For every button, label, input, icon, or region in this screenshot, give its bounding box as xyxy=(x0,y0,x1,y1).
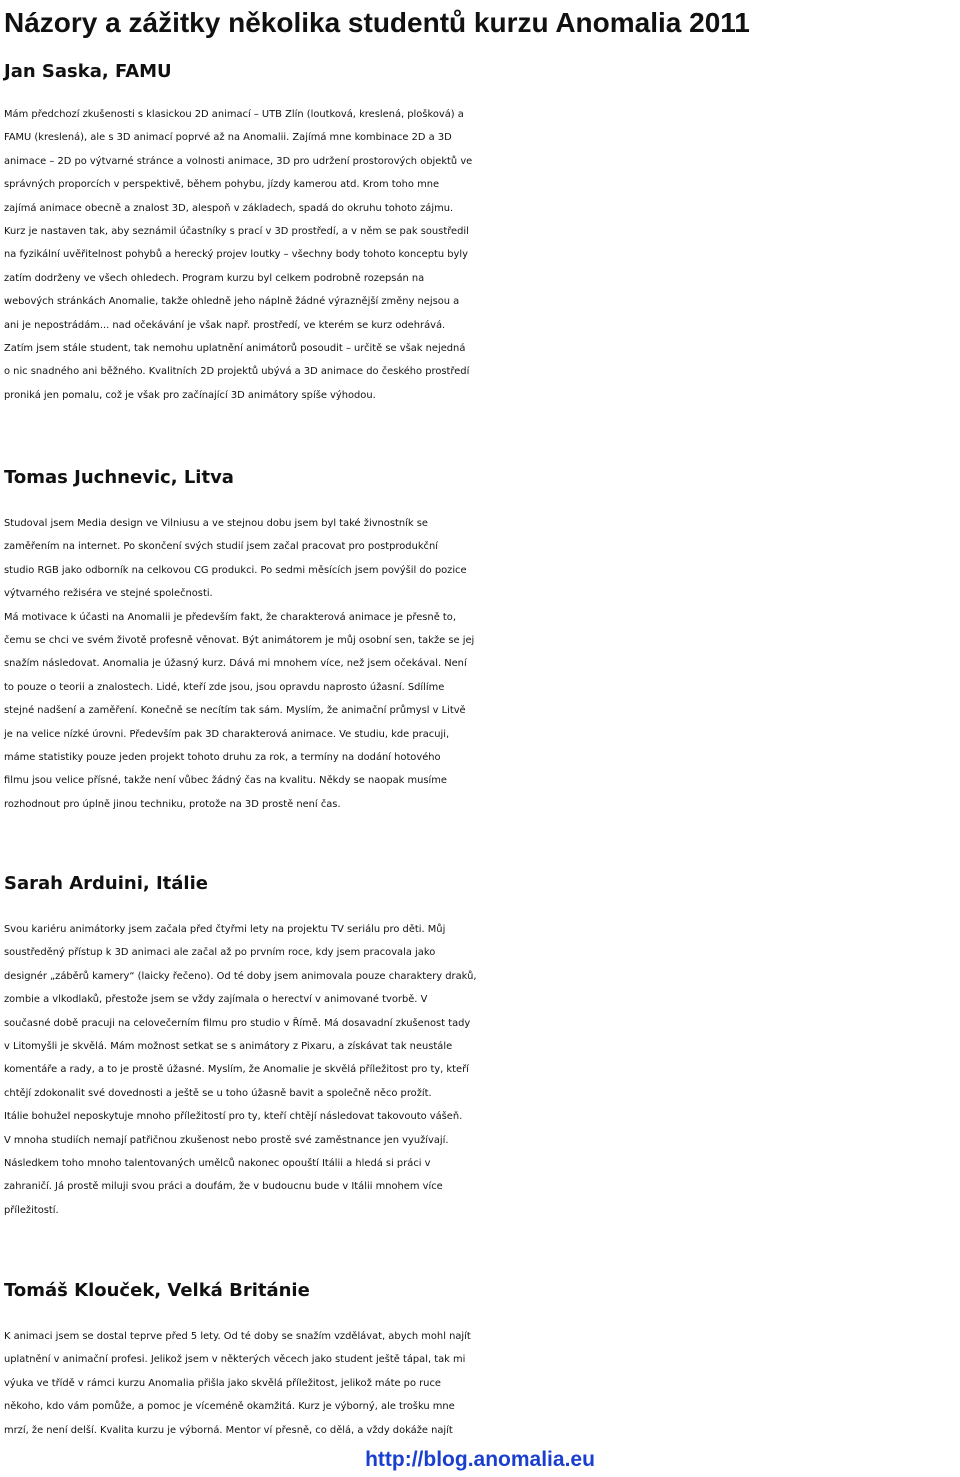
text-line: snažím následovat. Anomalia je úžasný kurz. Dává mi mnohem více, než jsem očekával. Není xyxy=(4,658,467,670)
text-line: webových stránkách Anomalie, takže ohledně jeho náplně žádné výraznější změny nejsou a xyxy=(4,296,460,308)
section-paragraph-sarah-arduini xyxy=(4,918,959,1222)
text-line: čemu se chci ve svém životě profesně věnovat. Být animátorem je můj osobní sen, takže se jej xyxy=(4,635,475,647)
text-line: komentáře a rady, a to je prostě úžasné. Myslím, že Anomalie je skvělá příležitost pro ty, kteří xyxy=(4,1064,469,1076)
text-line: Svou kariéru animátorky jsem začala před čtyřmi lety na projektu TV seriálu pro děti. Můj xyxy=(4,924,446,935)
footer-blog-link[interactable]: http://blog.anomalia.eu xyxy=(365,1448,595,1471)
text-line: uplatnění v animační profesi. Jelikož jsem v některých věcech jako student ještě tápal, tak mi xyxy=(4,1354,466,1366)
text-line: chtějí zdokonalit své dovednosti a ještě se u toho úžasně bavit a společně něco prožít. xyxy=(4,1087,432,1099)
text-line: o nic snadného ani běžného. Kvalitních 2D projektů ubývá a 3D animace do českého prostředí xyxy=(4,366,470,378)
text-line: to pouze o teorii a znalostech. Lidé, kteří zde jsou, jsou opravdu naprosto úžasní. Sdílíme xyxy=(4,681,445,693)
text-line: filmu jsou velice přísné, takže není vůbec žádný čas na kvalitu. Někdy se naopak musíme xyxy=(4,775,447,787)
section-heading-tomas-juchnevic: Tomas Juchnevic, Litva xyxy=(4,467,234,488)
text-line: máme statistiky pouze jeden projekt tohoto druhu za rok, a termíny na dodání hotového xyxy=(4,752,441,764)
text-line: zatím dodrženy ve všech ohledech. Program kurzu byl celkem podrobně rozepsán na xyxy=(4,272,425,284)
text-line: mrzí, že není delší. Kvalita kurzu je výborná. Mentor ví přesně, co dělá, a vždy dokáže najít xyxy=(4,1424,453,1436)
text-line: výtvarného režiséra ve stejné společnosti. xyxy=(4,588,213,600)
text-line: výuka ve třídě v rámci kurzu Anomalia přišla jako skvělá příležitost, jelikož máte po ruce xyxy=(4,1377,441,1389)
text-line: na fyzikální uvěřitelnost pohybů a herecký projev loutky – všechny body tohoto konceptu byly xyxy=(4,249,468,261)
text-line: Má motivace k účasti na Anomalii je především fakt, že charakterová animace je přesně to, xyxy=(4,611,456,623)
text-line: K animaci jsem se dostal teprve před 5 lety. Od té doby se snažím vzdělávat, abych mohl najít xyxy=(4,1331,471,1342)
text-line: je na velice nízké úrovni. Především pak 3D charakterová animace. Ve studiu, kde pracuji, xyxy=(4,728,450,740)
text-line: designér „záběrů kamery“ (laicky řečeno). Od té doby jsem animovala pouze charaktery draků, xyxy=(4,970,477,982)
text-line: někoho, kdo vám pomůže, a pomoc je víceméně okamžitá. Kurz je výborný, ale trošku mne xyxy=(4,1401,455,1413)
text-line: ani je nepostrádám... nad očekávání je však např. prostředí, ve kterém se kurz odehrává. xyxy=(4,319,446,331)
text-line: V mnoha studiích nemají patřičnou zkušenost nebo prostě své zaměstnance jen využívají. xyxy=(4,1134,449,1146)
text-line: stejné nadšení a zaměření. Konečně se necítím tak sám. Myslím, že animační průmysl v Litvě xyxy=(4,705,466,717)
text-line: studio RGB jako odborník na celkovou CG produkci. Po sedmi měsících jsem povýšil do pozice xyxy=(4,564,467,576)
text-line: proniká jen pomalu, což je však pro začínající 3D animátory spíše výhodou. xyxy=(4,389,376,401)
text-line: animace – 2D po výtvarné stránce a volnosti animace, 3D pro udržení prostorových objektů ve xyxy=(4,155,473,167)
text-line: správných proporcích v perspektivě, během pohybu, jízdy kamerou atd. Krom toho mne xyxy=(4,179,440,191)
text-line: Itálie bohužel neposkytuje mnoho příležitostí pro ty, kteří chtějí následovat takovouto vášeň. xyxy=(4,1111,463,1123)
text-line: rozhodnout pro úplně jinou techniku, protože na 3D prostě není čas. xyxy=(4,798,341,810)
text-line: Kurz je nastaven tak, aby seznámil účastníky s prací v 3D prostředí, a v něm se pak soustředil xyxy=(4,226,469,238)
text-line: Zatím jsem stále student, tak nemohu uplatnění animátorů posoudit – určitě se však nejedná xyxy=(4,343,466,355)
text-line: příležitostí. xyxy=(4,1204,59,1216)
section-heading-sarah-arduini: Sarah Arduini, Itálie xyxy=(4,873,208,894)
section-paragraph-tomas-kloucek xyxy=(4,1325,959,1442)
text-line: v Litomyšli je skvělá. Mám možnost setkat se s animátory z Pixaru, a získávat tak neustále xyxy=(4,1041,453,1053)
text-line: FAMU (kreslená), ale s 3D animací poprvé až na Anomalii. Zajímá mne kombinace 2D a 3D xyxy=(4,132,452,144)
text-line: zahraničí. Já prostě miluji svou práci a doufám, že v budoucnu bude v Itálii mnohem více xyxy=(4,1181,443,1193)
text-line: zaměřením na internet. Po skončení svých studií jsem začal pracovat pro postprodukční xyxy=(4,541,438,553)
text-line: zajímá animace obecně a znalost 3D, alespoň v základech, spadá do okruhu tohoto zájmu. xyxy=(4,202,454,214)
section-paragraph-jan-saska xyxy=(4,103,959,407)
section-paragraph-tomas-juchnevic xyxy=(4,512,959,816)
section-heading-jan-saska: Jan Saska, FAMU xyxy=(4,61,172,82)
text-line: Studoval jsem Media design ve Vilniusu a ve stejnou dobu jsem byl také živnostník se xyxy=(4,518,428,529)
text-line: současné době pracuji na celovečerním filmu pro studio v Římě. Má dosavadní zkušenost tady xyxy=(4,1017,471,1029)
document-title: Názory a zážitky několika studentů kurzu Anomalia 2011 xyxy=(4,7,750,38)
text-line: zombie a vlkodlaků, přestože jsem se vždy zajímala o herectví v animované tvorbě. V xyxy=(4,994,428,1006)
section-heading-tomas-kloucek: Tomáš Klouček, Velká Británie xyxy=(4,1280,310,1301)
text-line: soustředěný přístup k 3D animaci ale začal až po prvním roce, kdy jsem pracovala jako xyxy=(4,947,436,959)
text-line: Následkem toho mnoho talentovaných umělců nakonec opouští Itálii a hledá si práci v xyxy=(4,1158,431,1170)
text-line: Mám předchozí zkušenosti s klasickou 2D animací – UTB Zlín (loutková, kreslená, plošková) a xyxy=(4,109,464,120)
